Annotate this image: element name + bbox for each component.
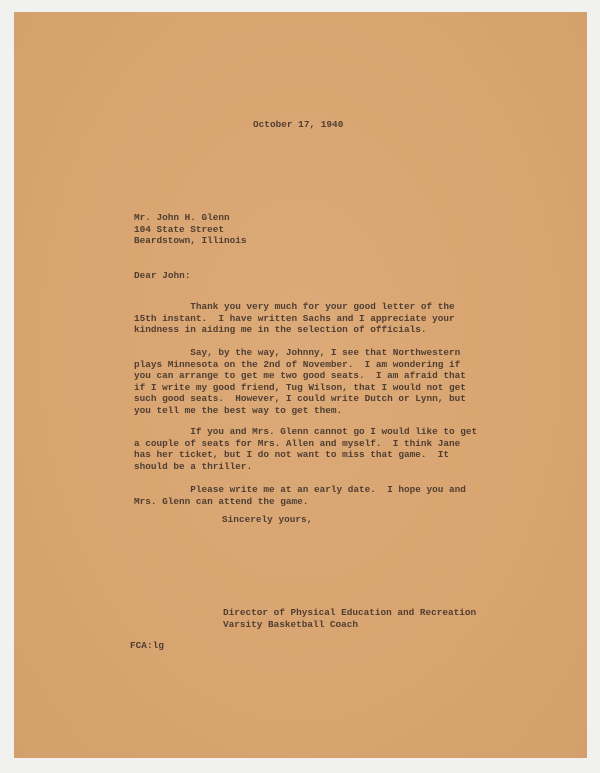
body-line: plays Minnesota on the 2nd of November. I am wondering if — [134, 358, 461, 370]
body-line: you can arrange to get me two good seats. I am afraid that — [134, 370, 466, 381]
signature-titles — [223, 607, 476, 630]
body-line: if I write my good friend, Tug Wilson, that I would not get — [134, 381, 466, 393]
paragraph-4 — [134, 484, 466, 507]
signature-title: Varsity Basketball Coach — [223, 618, 359, 630]
address-line: 104 State Street — [134, 223, 225, 235]
body-line: you tell me the best way to get them. — [134, 404, 343, 416]
body-line: Thank you very much for your good letter of the — [134, 301, 455, 312]
signature-title: Director of Physical Education and Recreation — [223, 607, 477, 618]
closing: Sincerely yours, — [222, 514, 313, 525]
reference-initials: FCA:lg — [130, 640, 164, 651]
body-line: has her ticket, but I do not want to miss that game. It — [134, 449, 450, 460]
recipient-address — [134, 212, 247, 247]
body-line: If you and Mrs. Glenn cannot go I would like to get — [134, 426, 478, 437]
body-line: Mrs. Glenn can attend the game. — [134, 495, 309, 507]
body-line: Say, by the way, Johnny, I see that Northwestern — [134, 347, 461, 358]
address-line: Mr. John H. Glenn — [134, 212, 230, 223]
body-line: Please write me at an early date. I hope you and — [134, 484, 466, 495]
paragraph-1 — [134, 301, 455, 336]
body-line: should be a thriller. — [134, 460, 253, 472]
body-line: such good seats. However, I could write Dutch or Lynn, but — [134, 393, 466, 404]
body-line: 15th instant. I have written Sachs and I appreciate your — [134, 312, 455, 324]
paragraph-2 — [134, 347, 466, 416]
salutation: Dear John: — [134, 270, 191, 281]
paragraph-3 — [134, 426, 477, 472]
body-line: a couple of seats for Mrs. Allen and myself. I think Jane — [134, 437, 461, 449]
body-line: kindness in aiding me in the selection of officials. — [134, 324, 427, 335]
address-line: Beardstown, Illinois — [134, 235, 247, 246]
letter-date: October 17, 1940 — [253, 119, 344, 130]
